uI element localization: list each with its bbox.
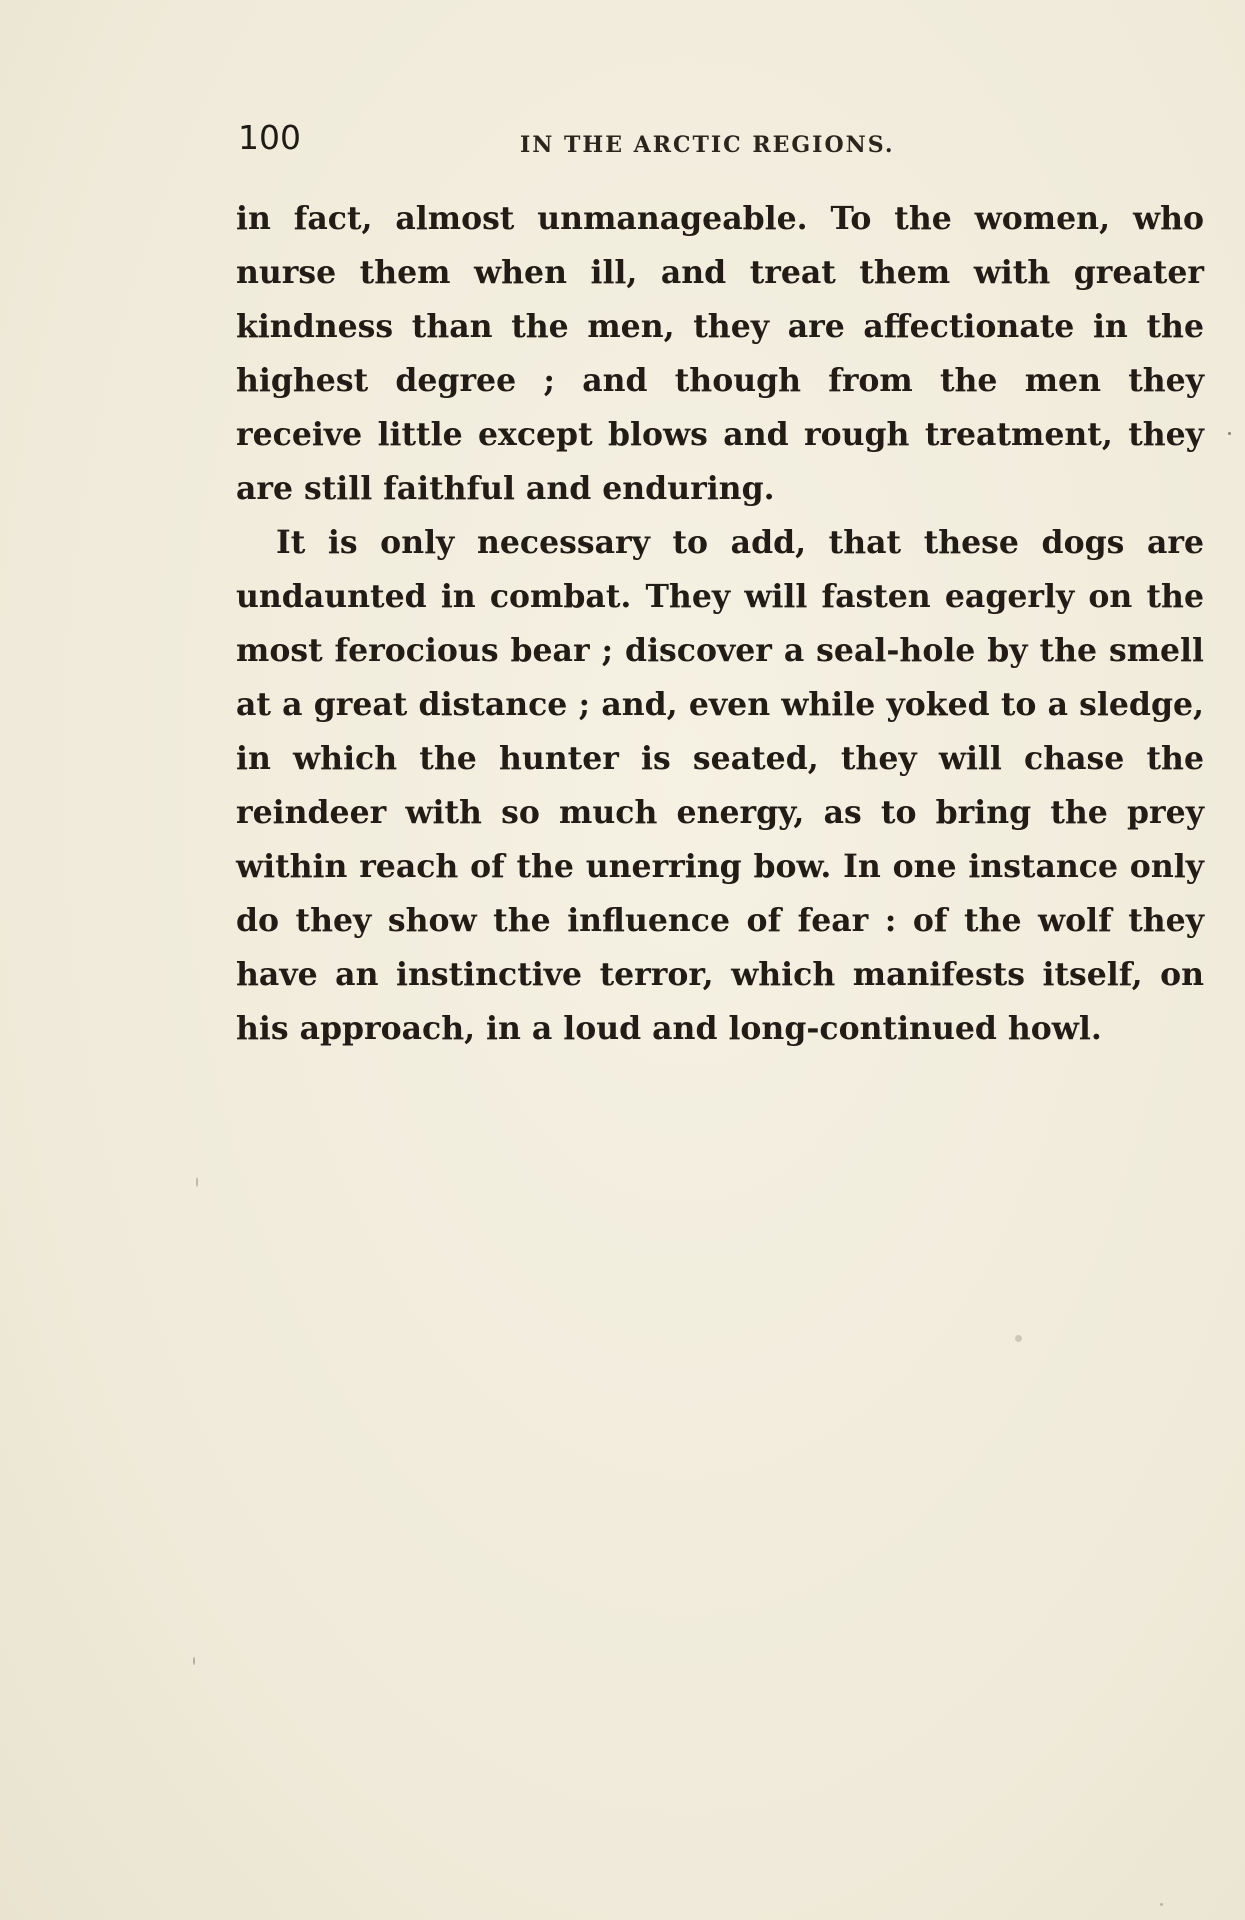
body-text (236, 192, 1204, 1056)
page-number: 100 (238, 118, 301, 157)
running-head (238, 118, 1208, 168)
paper-speck (1160, 1903, 1163, 1906)
paragraph-2: It is only necessary to add, that these dogs are undaunted in combat. They will fasten eagerly on the most ferocious bear ; discover a seal-hole by the smell at a great distance ; and, even while yoked to a sledge, in which the hunter is seated, they will chase the reindeer with so much energy, as to bring the prey within reach of the unerring bow. In one instance only do they show the influence of fear : of the wolf they have an instinctive terror, which manifests itself, on his approach, in a loud and long-continued howl. (236, 524, 1204, 1047)
paper-speck (193, 1657, 195, 1665)
paper-speck (1228, 432, 1231, 435)
paper-speck (196, 1177, 198, 1187)
paragraph-1: in fact, almost unmanageable. To the women, who nurse them when ill, and treat them with greater kindness than the men, they are affectionate in the highest degree ; and though from the men they receive little except blows and rough treatment, they are still faithful and enduring. (236, 200, 1204, 507)
running-title: IN THE ARCTIC REGIONS. (520, 132, 895, 158)
paper-speck (1015, 1335, 1022, 1342)
